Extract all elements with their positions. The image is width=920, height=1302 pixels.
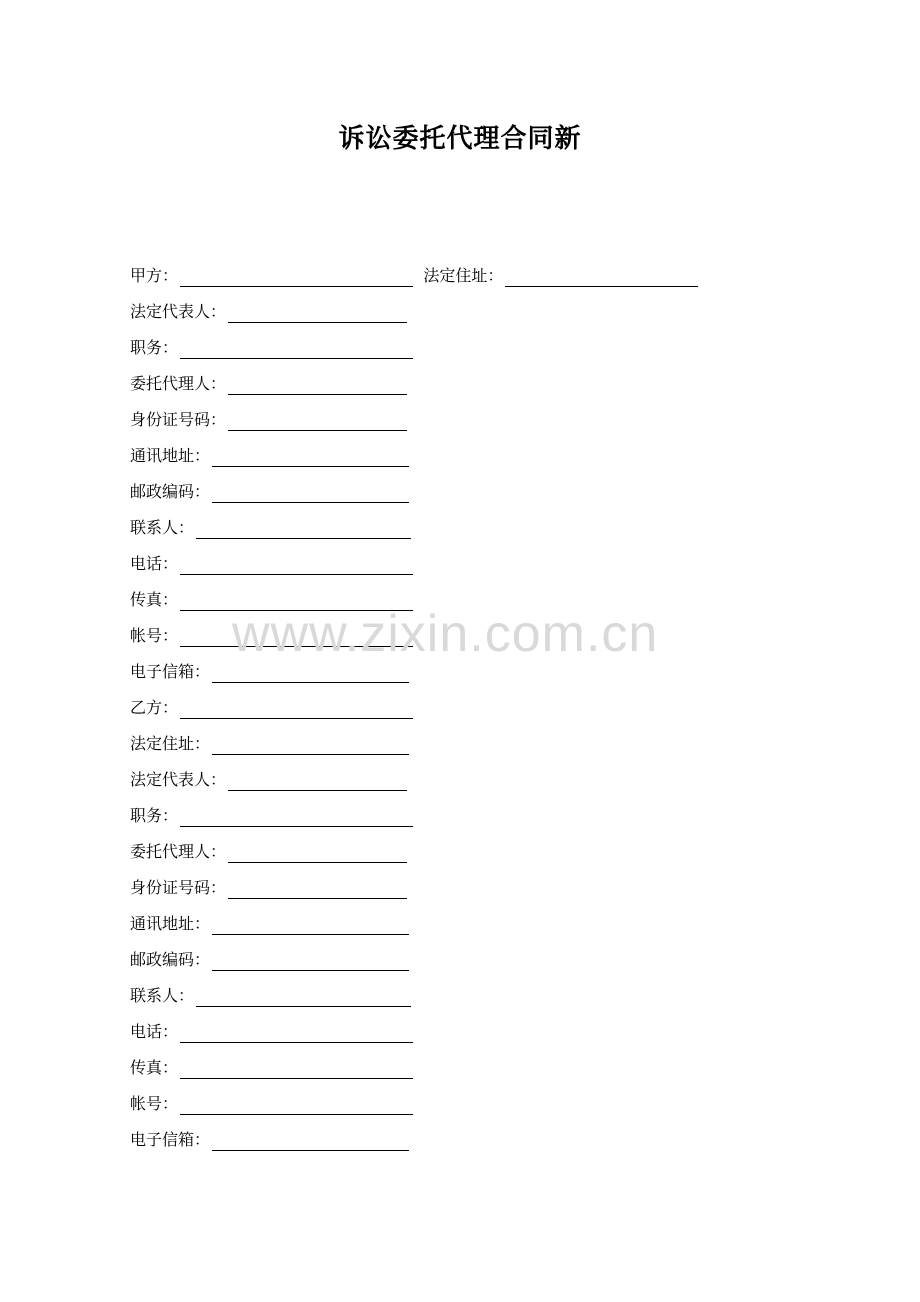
blank-fill-line[interactable] bbox=[180, 1060, 413, 1079]
field-label: 邮政编码： bbox=[130, 950, 211, 969]
field-label: 联系人： bbox=[130, 518, 195, 537]
blank-fill-line[interactable] bbox=[180, 556, 413, 575]
form-field bbox=[130, 733, 409, 755]
blank-fill-line[interactable] bbox=[212, 484, 409, 503]
blank-fill-line[interactable] bbox=[180, 808, 413, 827]
blank-fill-line[interactable] bbox=[212, 916, 409, 935]
form-row bbox=[130, 402, 730, 438]
form-row bbox=[130, 582, 730, 618]
form-row bbox=[130, 906, 730, 942]
field-label: 职务： bbox=[130, 338, 179, 357]
form-field bbox=[130, 409, 407, 431]
field-label: 通讯地址： bbox=[130, 914, 211, 933]
form-field bbox=[130, 301, 407, 323]
form-row bbox=[130, 726, 730, 762]
form-field bbox=[130, 337, 413, 359]
form-field bbox=[130, 445, 409, 467]
form-row bbox=[130, 654, 730, 690]
form-field bbox=[130, 1093, 413, 1115]
form-field bbox=[130, 589, 413, 611]
form-row bbox=[130, 1122, 730, 1158]
form-field bbox=[130, 553, 413, 575]
field-label: 法定代表人： bbox=[130, 770, 227, 789]
field-label: 职务： bbox=[130, 806, 179, 825]
field-label: 传真： bbox=[130, 1058, 179, 1077]
form-row bbox=[130, 834, 730, 870]
blank-fill-line[interactable] bbox=[228, 772, 407, 791]
form-field bbox=[130, 949, 409, 971]
form-field bbox=[423, 265, 698, 287]
form-row bbox=[130, 366, 730, 402]
watermark: www.zixin.com.cn bbox=[232, 605, 659, 663]
form-field bbox=[130, 985, 411, 1007]
form-field bbox=[130, 481, 409, 503]
field-label: 法定住址： bbox=[423, 266, 504, 285]
form-row bbox=[130, 330, 730, 366]
form-row bbox=[130, 1050, 730, 1086]
form-row bbox=[130, 762, 730, 798]
form-field bbox=[130, 1129, 409, 1151]
field-label: 甲方： bbox=[130, 266, 179, 285]
form-field bbox=[130, 913, 409, 935]
form-row bbox=[130, 258, 730, 294]
blank-fill-line[interactable] bbox=[196, 520, 411, 539]
blank-fill-line[interactable] bbox=[196, 988, 411, 1007]
form-field bbox=[130, 625, 413, 647]
document-title: 诉讼委托代理合同新 bbox=[338, 124, 582, 154]
blank-fill-line[interactable] bbox=[180, 1096, 413, 1115]
blank-fill-line[interactable] bbox=[180, 340, 413, 359]
form-field bbox=[130, 1057, 413, 1079]
form-row bbox=[130, 1014, 730, 1050]
form-field bbox=[130, 841, 407, 863]
form-field bbox=[130, 373, 407, 395]
blank-fill-line[interactable] bbox=[228, 412, 407, 431]
blank-fill-line[interactable] bbox=[212, 448, 409, 467]
blank-fill-line[interactable] bbox=[228, 376, 407, 395]
form-field bbox=[130, 769, 407, 791]
field-label: 委托代理人： bbox=[130, 374, 227, 393]
form-field bbox=[130, 877, 407, 899]
form-row bbox=[130, 438, 730, 474]
field-label: 法定住址： bbox=[130, 734, 211, 753]
field-label: 身份证号码： bbox=[130, 410, 227, 429]
form-row bbox=[130, 294, 730, 330]
contract-party-form bbox=[130, 258, 730, 1158]
field-label: 帐号： bbox=[130, 626, 179, 645]
form-field bbox=[130, 265, 413, 287]
field-label: 传真： bbox=[130, 590, 179, 609]
blank-fill-line[interactable] bbox=[180, 1024, 413, 1043]
form-field bbox=[130, 805, 413, 827]
form-row bbox=[130, 942, 730, 978]
field-label: 电话： bbox=[130, 554, 179, 573]
form-field bbox=[130, 1021, 413, 1043]
field-label: 乙方： bbox=[130, 698, 179, 717]
blank-fill-line[interactable] bbox=[212, 664, 409, 683]
form-field bbox=[130, 697, 413, 719]
field-label: 电子信箱： bbox=[130, 1130, 211, 1149]
form-row bbox=[130, 1086, 730, 1122]
field-label: 帐号： bbox=[130, 1094, 179, 1113]
blank-fill-line[interactable] bbox=[212, 952, 409, 971]
blank-fill-line[interactable] bbox=[212, 736, 409, 755]
field-label: 邮政编码： bbox=[130, 482, 211, 501]
form-row bbox=[130, 870, 730, 906]
blank-fill-line[interactable] bbox=[228, 844, 407, 863]
blank-fill-line[interactable] bbox=[180, 700, 413, 719]
blank-fill-line[interactable] bbox=[212, 1132, 409, 1151]
blank-fill-line[interactable] bbox=[228, 304, 407, 323]
blank-fill-line[interactable] bbox=[505, 268, 698, 287]
blank-fill-line[interactable] bbox=[180, 628, 413, 647]
field-label: 通讯地址： bbox=[130, 446, 211, 465]
blank-fill-line[interactable] bbox=[228, 880, 407, 899]
form-row bbox=[130, 690, 730, 726]
form-row bbox=[130, 474, 730, 510]
field-label: 法定代表人： bbox=[130, 302, 227, 321]
form-field bbox=[130, 661, 409, 683]
form-row bbox=[130, 798, 730, 834]
field-label: 电话： bbox=[130, 1022, 179, 1041]
field-label: 身份证号码： bbox=[130, 878, 227, 897]
blank-fill-line[interactable] bbox=[180, 268, 413, 287]
field-label: 联系人： bbox=[130, 986, 195, 1005]
form-row bbox=[130, 546, 730, 582]
blank-fill-line[interactable] bbox=[180, 592, 413, 611]
form-field bbox=[130, 517, 411, 539]
form-row bbox=[130, 618, 730, 654]
form-row bbox=[130, 510, 730, 546]
field-label: 委托代理人： bbox=[130, 842, 227, 861]
field-label: 电子信箱： bbox=[130, 662, 211, 681]
form-row bbox=[130, 978, 730, 1014]
